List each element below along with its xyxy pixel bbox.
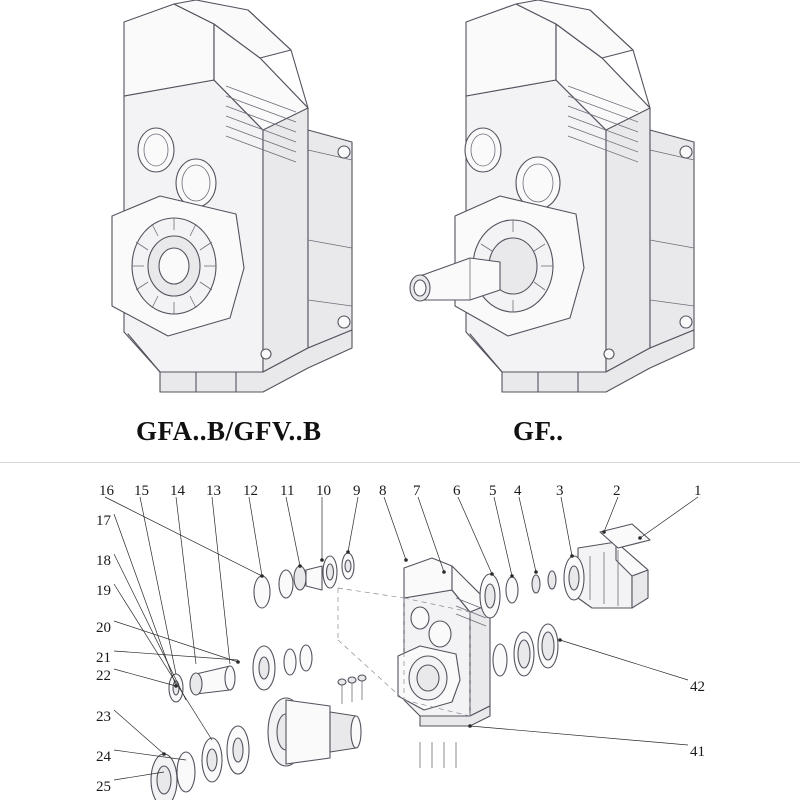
callout-right-41: 41 <box>690 744 705 760</box>
callout-top-8: 8 <box>379 483 387 499</box>
callout-top-7: 7 <box>413 483 421 499</box>
gearbox-left-view <box>112 0 352 392</box>
callout-top-2: 2 <box>613 483 621 499</box>
callout-top-12: 12 <box>243 483 258 499</box>
callout-left-22: 22 <box>96 668 111 684</box>
callout-top-6: 6 <box>453 483 461 499</box>
callout-top-15: 15 <box>134 483 149 499</box>
callout-top-11: 11 <box>280 483 295 499</box>
callout-top-1: 1 <box>694 483 702 499</box>
callout-top-13: 13 <box>206 483 221 499</box>
callout-left-18: 18 <box>96 553 111 569</box>
callout-top-5: 5 <box>489 483 497 499</box>
callout-left-20: 20 <box>96 620 111 636</box>
callout-left-21: 21 <box>96 650 111 666</box>
callout-top-4: 4 <box>514 483 522 499</box>
caption-gfa-b-gfv-b: GFA..B/GFV..B <box>136 416 322 446</box>
callout-left-23: 23 <box>96 709 111 725</box>
callout-top-16: 16 <box>99 483 114 499</box>
gearbox-right-view <box>410 0 694 392</box>
callout-left-24: 24 <box>96 749 111 765</box>
callout-left-19: 19 <box>96 583 111 599</box>
caption-gf: GF.. <box>513 416 564 446</box>
callout-left-25: 25 <box>96 779 111 795</box>
callout-top-14: 14 <box>170 483 185 499</box>
callout-right-42: 42 <box>690 679 705 695</box>
callout-top-9: 9 <box>353 483 361 499</box>
exploded-assembly <box>105 497 698 800</box>
callout-top-10: 10 <box>316 483 331 499</box>
callout-left-17: 17 <box>96 513 111 529</box>
callout-top-3: 3 <box>556 483 564 499</box>
section-divider <box>0 462 800 463</box>
